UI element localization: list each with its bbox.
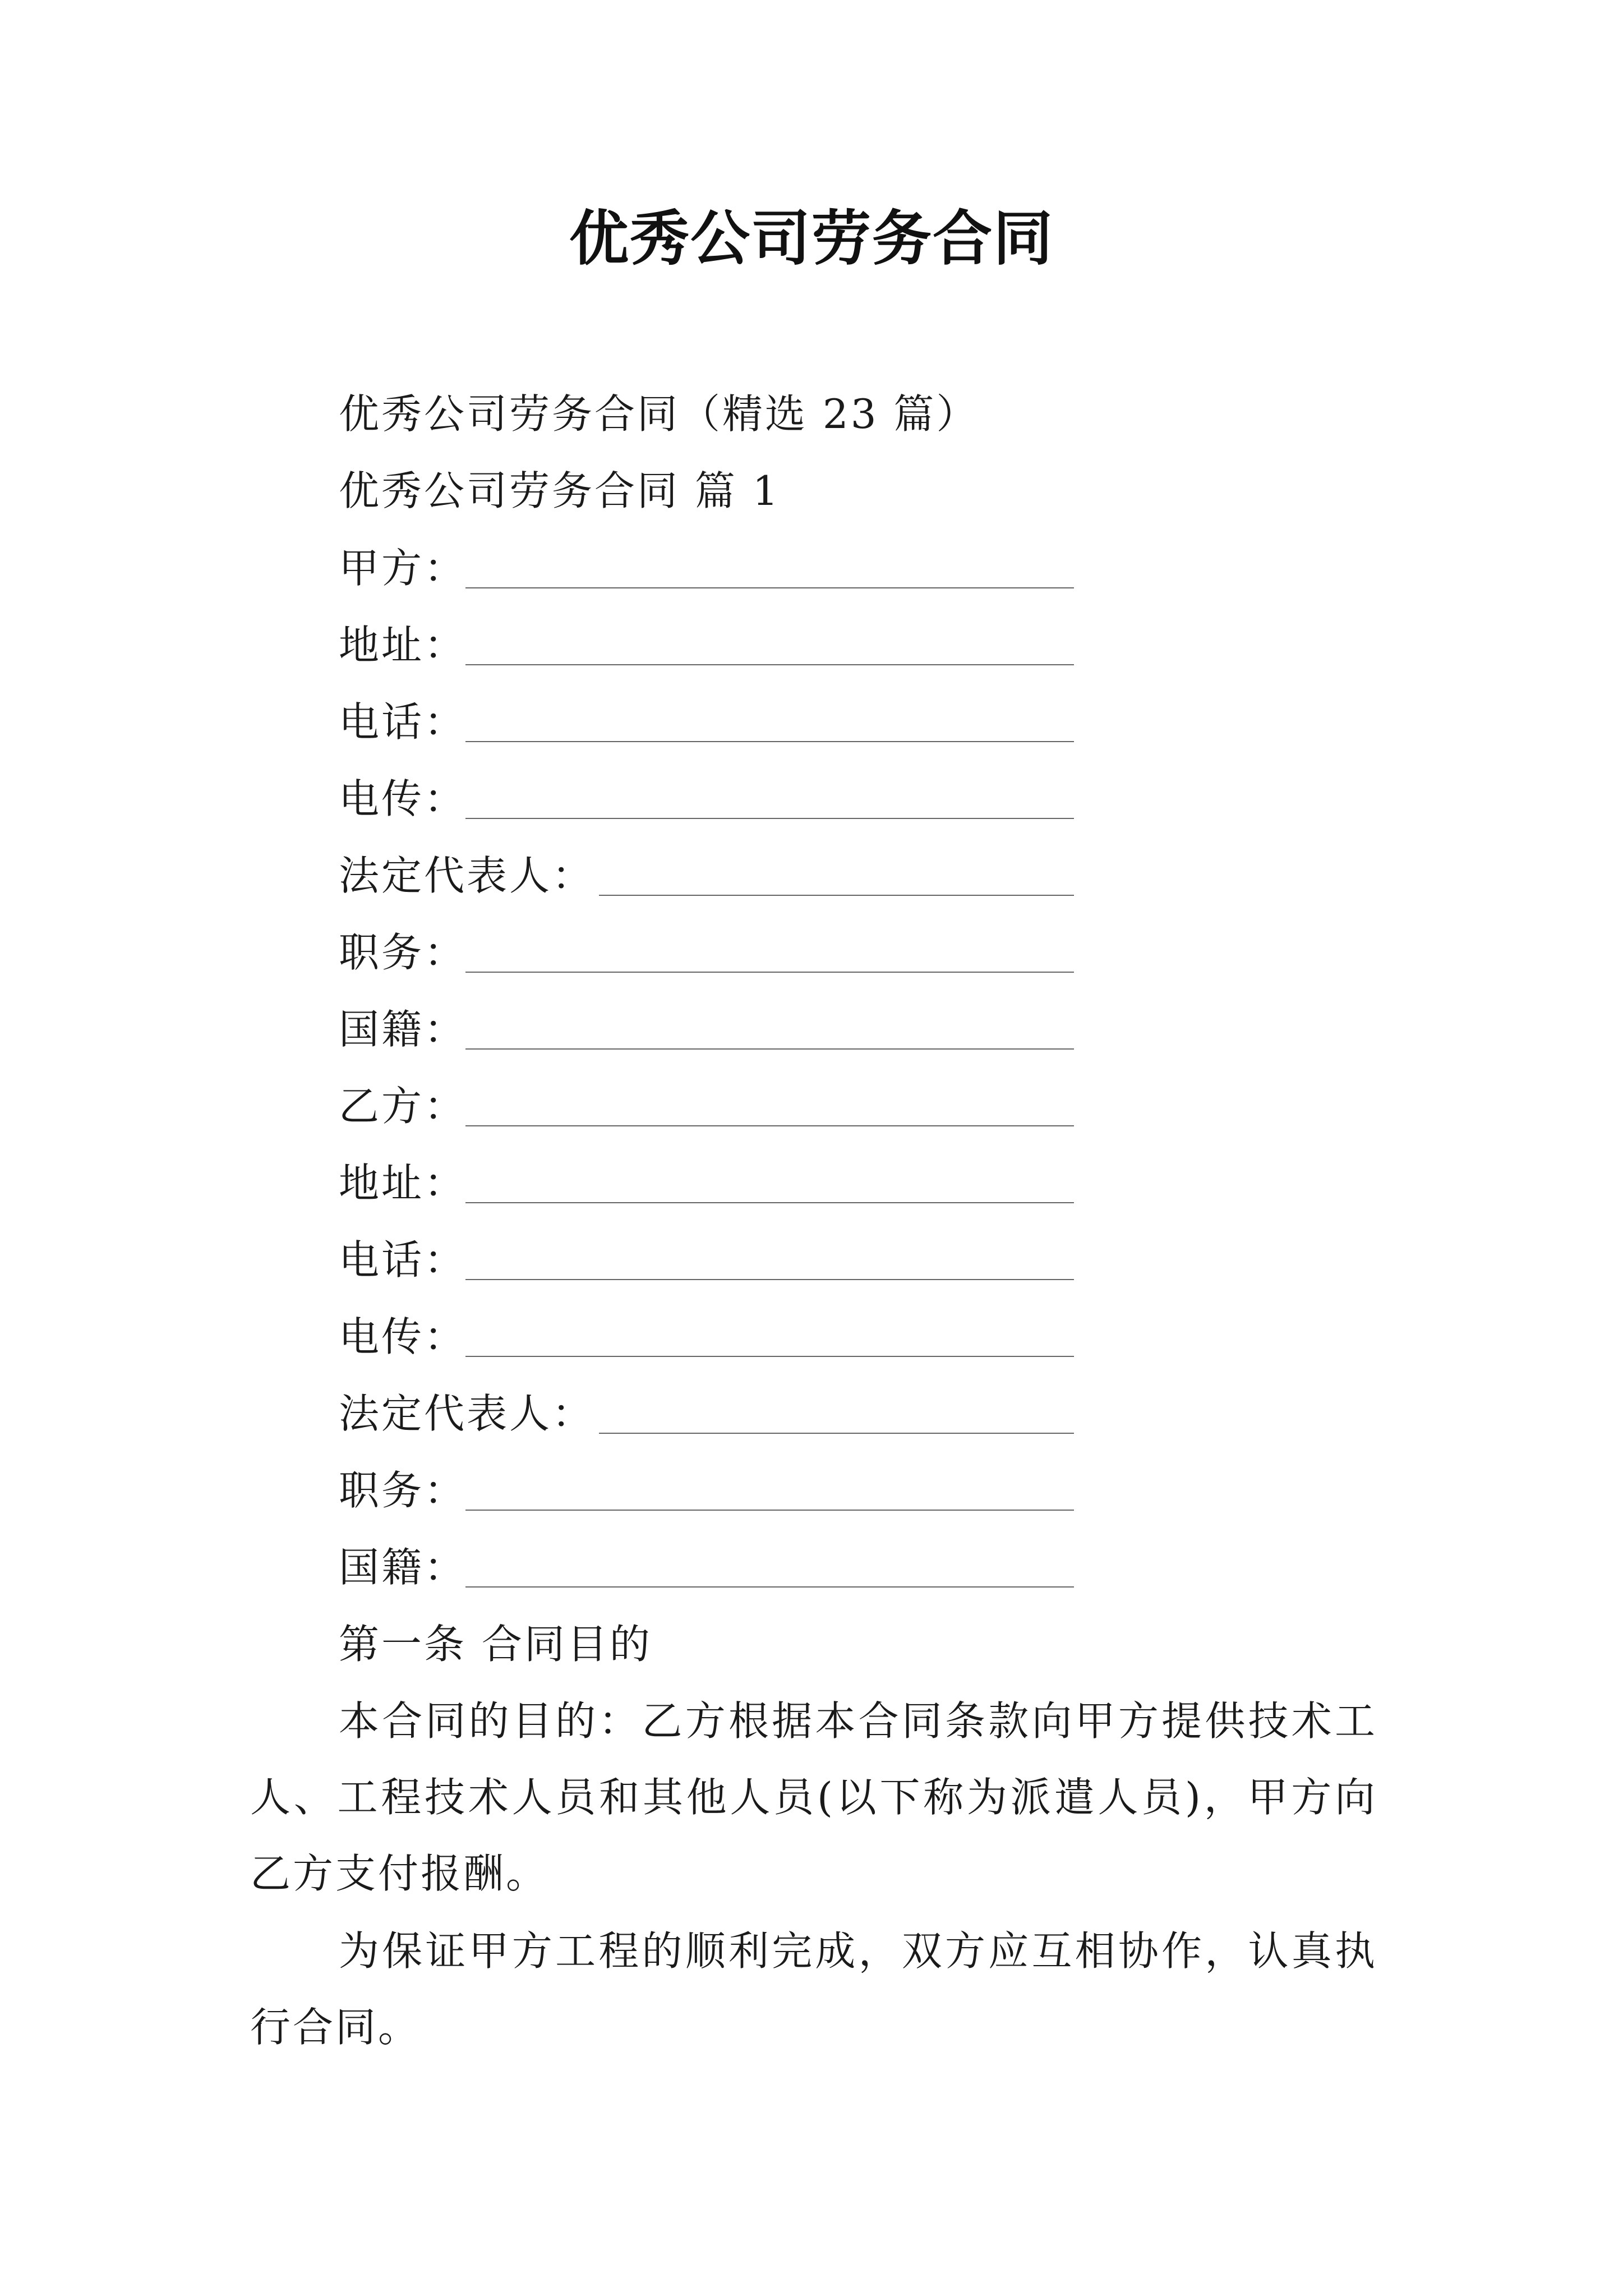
- field-party-a-legal-rep-blank[interactable]: [599, 895, 1074, 896]
- field-party-b-nationality-label: 国籍：: [339, 1544, 467, 1591]
- field-party-b-legal-rep-label: 法定代表人：: [339, 1390, 595, 1437]
- field-party-a-phone-label: 电话：: [339, 698, 467, 746]
- field-party-a-phone-blank[interactable]: [465, 741, 1074, 742]
- field-party-a-label: 甲方：: [339, 545, 467, 592]
- field-party-b-position-label: 职务：: [339, 1467, 467, 1514]
- document-title: 优秀公司劳务合同: [569, 203, 1054, 273]
- field-party-a-telex-blank[interactable]: [465, 818, 1074, 819]
- field-party-b-label: 乙方：: [339, 1083, 467, 1130]
- paragraph-cooperation: 为保证甲方工程的顺利完成，双方应互相协作，认真执行合同。: [250, 1927, 1377, 2051]
- field-party-a-blank[interactable]: [465, 587, 1074, 588]
- field-party-a-position-label: 职务：: [339, 929, 467, 976]
- article-heading: 第一条 合同目的: [339, 1621, 652, 1668]
- field-party-b-blank[interactable]: [465, 1125, 1074, 1126]
- field-party-b-telex-blank[interactable]: [465, 1356, 1074, 1357]
- field-party-b-nationality-blank[interactable]: [465, 1586, 1074, 1588]
- field-party-a-nationality-label: 国籍：: [339, 1006, 467, 1053]
- field-party-a-nationality-blank[interactable]: [465, 1048, 1074, 1050]
- field-party-a-address-blank[interactable]: [465, 664, 1074, 665]
- document-subtitle: 优秀公司劳务合同（精选 23 篇）: [339, 390, 979, 438]
- section-heading: 优秀公司劳务合同 篇 1: [339, 467, 781, 514]
- field-party-b-phone-blank[interactable]: [465, 1279, 1074, 1280]
- field-party-b-address-label: 地址：: [339, 1159, 467, 1207]
- field-party-b-legal-rep-blank[interactable]: [599, 1433, 1074, 1434]
- paragraph-purpose: 本合同的目的：乙方根据本合同条款向甲方提供技术工人、工程技术人员和其他人员(以下称为派遣人员)，甲方向乙方支付报酬。: [250, 1697, 1377, 1897]
- field-party-b-telex-label: 电传：: [339, 1313, 467, 1360]
- field-party-b-phone-label: 电话：: [339, 1236, 467, 1283]
- field-party-a-position-blank[interactable]: [465, 972, 1074, 973]
- field-party-b-position-blank[interactable]: [465, 1510, 1074, 1511]
- field-party-a-legal-rep-label: 法定代表人：: [339, 852, 595, 899]
- field-party-a-address-label: 地址：: [339, 622, 467, 669]
- field-party-b-address-blank[interactable]: [465, 1202, 1074, 1203]
- field-party-a-telex-label: 电传：: [339, 775, 467, 822]
